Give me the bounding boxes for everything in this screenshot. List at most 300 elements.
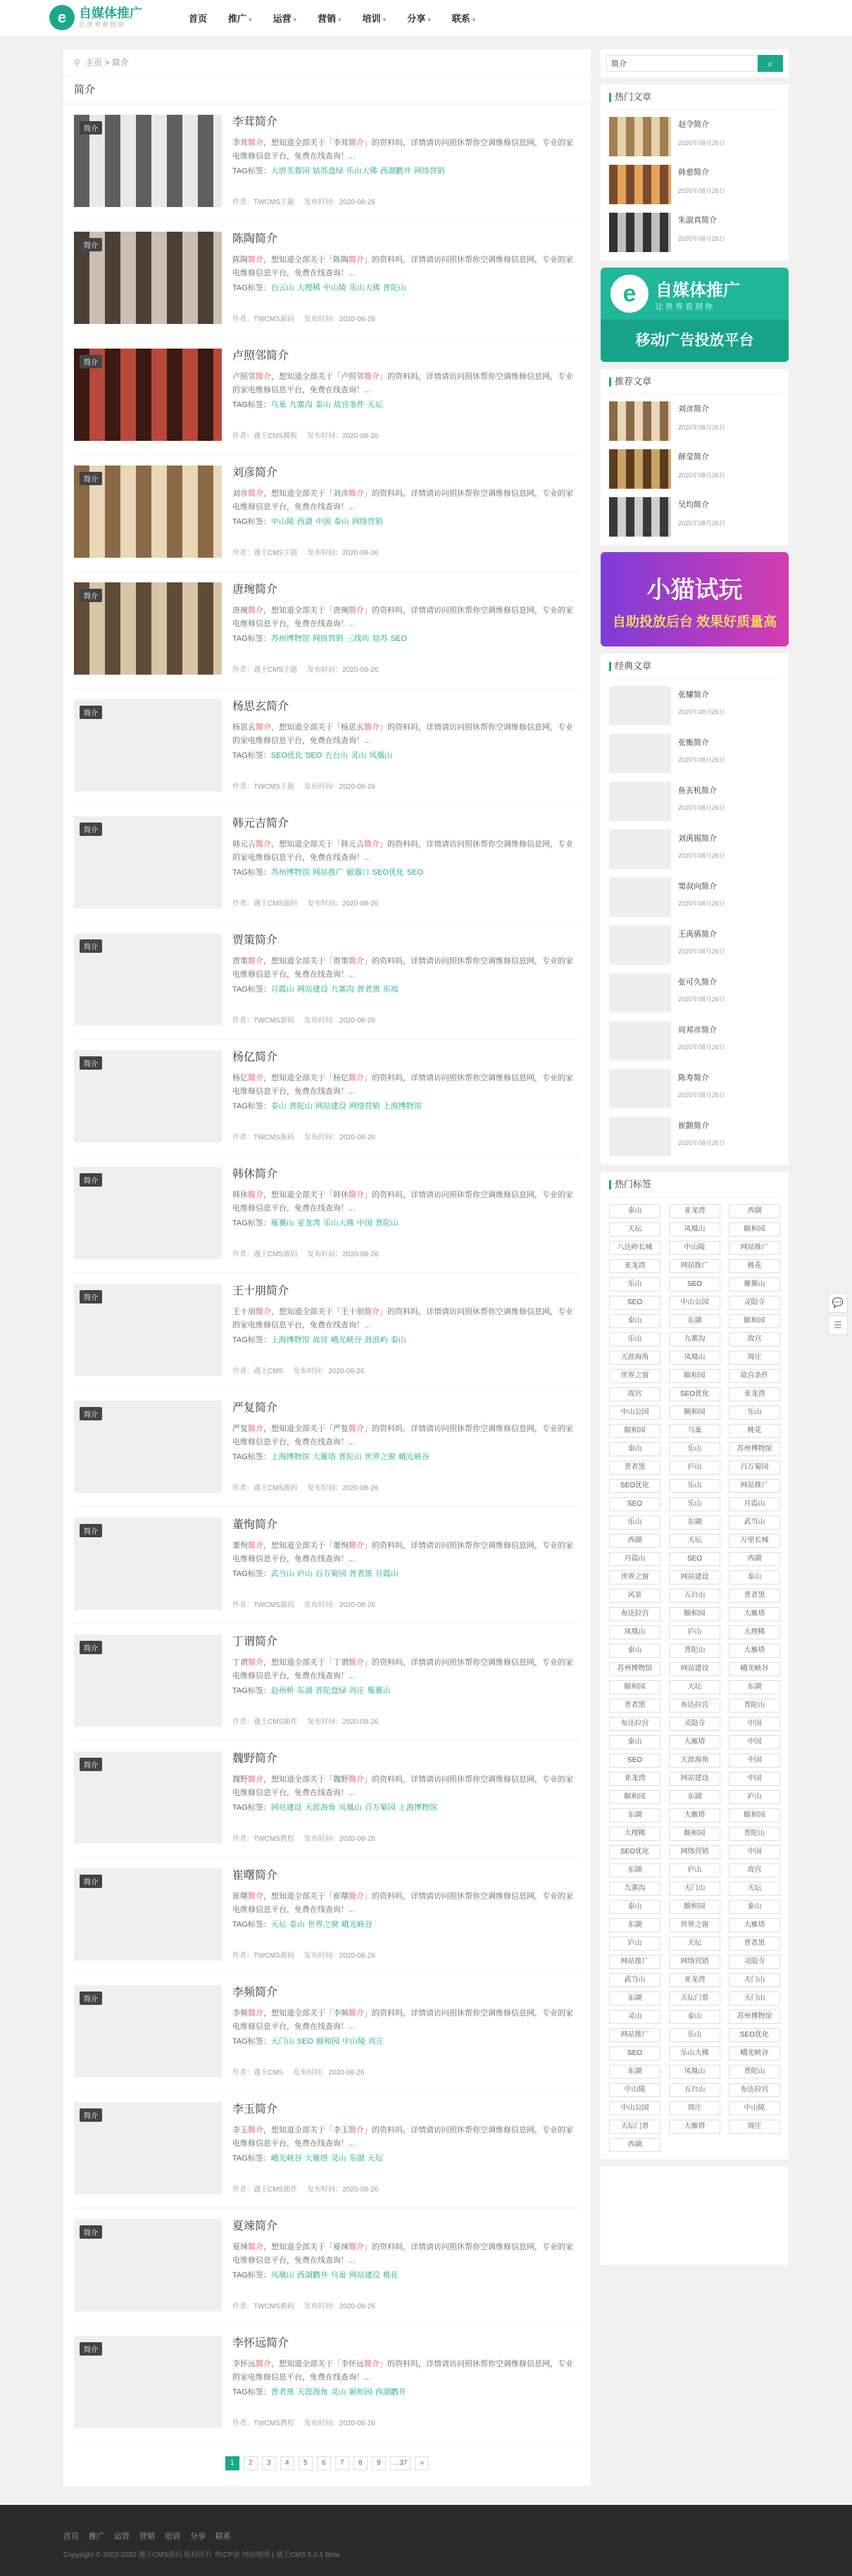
tag-cloud-item[interactable]: 颐和园 [609,1424,660,1438]
tag-cloud-item[interactable]: 天门山 [729,1973,780,1987]
tag-cloud-item[interactable]: SEO优化 [729,2028,780,2042]
tag-cloud-item[interactable]: 颐和园 [669,1607,720,1621]
tag-link[interactable]: 中国 [356,1219,372,1227]
tag-cloud-item[interactable]: 西湖 [609,1534,660,1548]
tag-link[interactable]: 武当山 [270,1570,294,1578]
article-title[interactable]: 严复简介 [232,1402,278,1414]
article-thumbnail[interactable] [74,1401,222,1493]
tag-link[interactable]: 上海博物馆 [382,1102,422,1111]
tag-cloud-item[interactable]: 乐山 [669,1497,720,1511]
tag-link[interactable]: 月霞山 [270,985,294,994]
tag-cloud-item[interactable]: 大雁塔 [669,1735,720,1749]
tag-cloud-item[interactable]: 普者黑 [609,1461,660,1475]
page-button-8[interactable]: 9 [372,2456,386,2470]
tag-cloud-item[interactable]: 泰山 [729,1570,780,1584]
tag-cloud-item[interactable]: 亚龙湾 [669,1973,720,1987]
tag-link[interactable]: 周庄 [349,1687,365,1695]
tag-cloud-item[interactable]: 中山公园 [669,1296,720,1310]
tag-link[interactable]: 乌巢 [270,401,287,409]
footer-link[interactable]: 运营 [114,2532,130,2541]
article-title[interactable]: 李玉简介 [232,2103,278,2115]
tag-link[interactable]: 上海博物馆 [398,1803,437,1812]
tag-link[interactable]: 凤凰山 [369,751,393,760]
tag-cloud-item[interactable]: 中国 [729,1845,780,1859]
classic-article[interactable] [609,966,780,1014]
tag-cloud-item[interactable]: 大雁塔 [729,1644,780,1658]
tag-link[interactable]: 天涯海角 [296,2388,328,2396]
tag-cloud-item[interactable]: 东湖 [609,1863,660,1877]
tag-cloud-item[interactable]: 天门山 [729,1992,780,2006]
tag-link[interactable]: 故宫 [312,1336,328,1344]
tag-cloud-item[interactable]: 东湖 [609,2065,660,2079]
page-button-1[interactable]: 2 [244,2456,258,2470]
article-thumbnail[interactable] [74,2219,222,2311]
tag-cloud-item[interactable]: 大理稀 [729,1625,780,1639]
tag-link[interactable]: 西湖鹳井 [296,2271,328,2280]
tag-link[interactable]: 月霞山 [375,1570,399,1578]
article-thumbnail[interactable] [74,699,222,792]
tag-cloud-item[interactable]: 大雁塔 [669,1808,720,1822]
site-logo[interactable] [49,5,142,30]
tag-cloud-item[interactable]: SEO [669,1277,720,1292]
tag-link[interactable]: 上海博物馆 [270,1453,310,1461]
article-thumbnail[interactable] [74,1751,222,1844]
article-title[interactable]: 韩元吉简介 [232,818,289,830]
tag-cloud-item[interactable]: 网络营销 [669,1955,720,1969]
tag-cloud-item[interactable]: 泰山 [609,1314,660,1328]
tag-link[interactable]: 网站建设 [270,1803,302,1812]
tag-cloud-item[interactable]: 西湖 [729,1204,780,1218]
tag-link[interactable]: 峨光峡谷 [330,1336,362,1344]
tag-cloud-item[interactable]: 周庄 [669,2101,720,2115]
tag-link[interactable]: 网络营销 [413,167,445,175]
tag-link[interactable]: 网站建设 [296,985,328,994]
tag-cloud-item[interactable]: 苏州博物馆 [609,1662,660,1676]
tag-cloud-item[interactable]: 颐和园 [669,1827,720,1841]
tag-link[interactable]: 网络营销 [349,1102,380,1111]
tag-cloud-item[interactable]: 凤凰山 [669,1223,720,1237]
tag-link[interactable]: 峨光峡谷 [398,1453,430,1461]
tag-cloud-item[interactable]: 网站推广 [609,2028,660,2042]
tag-cloud-item[interactable]: 凤凰山 [669,2065,720,2079]
classic-article[interactable] [609,775,780,823]
tag-link[interactable]: 泰山 [333,518,349,526]
tag-cloud-item[interactable]: 东湖 [669,1314,720,1328]
tag-cloud-item[interactable]: 九寨沟 [609,1882,660,1896]
footer-link[interactable]: 培训 [165,2532,180,2541]
tag-link[interactable]: SEO [407,868,424,877]
tag-cloud-item[interactable]: 乐山 [669,1442,720,1456]
tag-cloud-item[interactable]: 大雁塔 [669,2120,720,2134]
tag-link[interactable]: 网站建设 [315,1102,346,1111]
tag-link[interactable]: SEO优化 [270,751,303,760]
tag-cloud-item[interactable]: 中山公园 [609,2101,660,2115]
article-title[interactable]: 贾策简介 [232,934,278,946]
tag-link[interactable]: 大唐芙蓉园 [270,167,310,175]
page-button-0[interactable]: 1 [225,2456,239,2470]
tag-link[interactable]: 灵山 [351,751,367,760]
tag-link[interactable]: SEO [296,2037,314,2046]
tag-link[interactable]: 普者黑 [270,2388,294,2396]
tag-cloud-item[interactable]: 武当山 [609,1973,660,1987]
tag-cloud-item[interactable]: 亚龙湾 [609,1259,660,1273]
article-title[interactable]: 唐琬简介 [232,584,278,596]
page-button-6[interactable]: 7 [335,2456,349,2470]
tag-link[interactable]: 亚龙湾 [296,1219,320,1227]
article-thumbnail[interactable] [74,582,222,675]
nav-item-1[interactable] [218,0,263,37]
tag-link[interactable]: 中山陵 [342,2037,366,2046]
tag-cloud-item[interactable]: 普者黑 [609,1699,660,1713]
tag-cloud-item[interactable]: 乌巢 [669,1424,720,1438]
article-thumbnail[interactable] [74,1167,222,1259]
tag-link[interactable]: 西湖鹳井 [375,2388,406,2396]
tag-link[interactable]: 乐山大佛 [322,1219,354,1227]
tag-link[interactable]: 台云山 [270,284,294,292]
article-thumbnail[interactable] [74,2102,222,2194]
search-input[interactable] [606,55,758,72]
tag-cloud-item[interactable]: 泰山 [729,1900,780,1914]
tag-link[interactable]: 九寨沟 [289,401,313,409]
tag-link[interactable]: 普陀山 [382,284,406,292]
article-title[interactable]: 卢照邻简介 [232,350,289,362]
tag-link[interactable]: 雁翼山 [367,1687,391,1695]
tag-cloud-item[interactable]: 亚龙湾 [729,1387,780,1401]
article-thumbnail[interactable] [74,1634,222,1727]
page-button-3[interactable]: 4 [280,2456,294,2470]
tag-cloud-item[interactable]: 故宫 [729,1863,780,1877]
breadcrumb-home[interactable]: 主页 [85,58,103,68]
tag-link[interactable]: 姑苏 [372,634,388,643]
tag-cloud-item[interactable]: 苏州博物馆 [729,1442,780,1456]
tag-cloud-item[interactable]: SEO [609,1296,660,1310]
tag-link[interactable]: 普者黑 [349,1570,372,1578]
tag-cloud-item[interactable]: 网站推广 [729,1479,780,1493]
tag-cloud-item[interactable]: 中山陵 [609,2083,660,2097]
tag-link[interactable]: 泰山 [289,1920,305,1929]
tag-link[interactable]: 普陀山 [375,1219,399,1227]
tag-link[interactable]: 普陀山 [338,1453,362,1461]
tag-cloud-item[interactable]: 颐和园 [669,1900,720,1914]
page-button-5[interactable]: 6 [317,2456,331,2470]
tag-link[interactable]: 磁器口 [346,868,370,877]
sidebar-article[interactable] [609,158,780,206]
classic-article[interactable] [609,727,780,775]
tag-link[interactable]: 大雁塔 [312,1453,336,1461]
article-thumbnail[interactable] [74,1985,222,2077]
sidebar-article[interactable] [609,442,780,490]
tag-link[interactable]: 大理稀 [296,284,320,292]
menu-icon[interactable]: ☰ [828,1315,848,1335]
tag-cloud-item[interactable]: 天坛门票 [669,1992,720,2006]
tag-cloud-item[interactable]: 中国 [729,1753,780,1768]
article-title[interactable]: 刘彦简介 [232,467,278,479]
article-title[interactable]: 崔曙简介 [232,1870,278,1882]
classic-article[interactable] [609,1110,780,1158]
tag-link[interactable]: 百万菊园 [364,1803,396,1812]
classic-article[interactable] [609,870,780,918]
tag-link[interactable]: 赵州桥 [270,1687,294,1695]
tag-link[interactable]: 周庄 [368,2037,384,2046]
tag-link[interactable]: 苏州博物馆 [270,634,310,643]
tag-link[interactable]: 上海博物馆 [270,1336,310,1344]
article-thumbnail[interactable] [74,816,222,908]
tag-cloud-item[interactable]: 中国 [729,1717,780,1731]
tag-link[interactable]: 泰山 [270,1102,287,1111]
classic-article[interactable] [609,1062,780,1110]
tag-cloud-item[interactable]: 庐山 [669,1625,720,1639]
tag-cloud-item[interactable]: 大雁塔 [729,1918,780,1932]
tag-cloud-item[interactable]: 大雁塔 [729,1607,780,1621]
tag-cloud-item[interactable]: 天坛 [669,1534,720,1548]
tag-link[interactable]: 天坛 [367,401,383,409]
tag-cloud-item[interactable]: 五台山 [669,2083,720,2097]
tag-cloud-item[interactable]: 中山陵 [669,1241,720,1255]
tag-cloud-item[interactable]: 网站建设 [669,1570,720,1584]
tag-link[interactable]: 姑苏盘绿 [312,167,344,175]
nav-item-5[interactable] [396,0,441,37]
tag-cloud-item[interactable]: 普陀山 [669,1644,720,1658]
search-icon[interactable]: ⌕ [758,55,783,72]
tag-cloud-item[interactable]: 网站建设 [669,1772,720,1786]
tag-cloud-item[interactable]: 网站推广 [609,1955,660,1969]
tag-cloud-item[interactable]: 普者黑 [729,1589,780,1603]
tag-cloud-item[interactable]: 布达拉宫 [729,2083,780,2097]
tag-cloud-item[interactable]: 中山陵 [729,2101,780,2115]
tag-cloud-item[interactable]: SEO [609,2046,660,2061]
tag-link[interactable]: 凤凰山 [338,1803,362,1812]
tag-link[interactable]: 世界之窗 [364,1453,396,1461]
tag-link[interactable]: 天坛 [367,2154,383,2163]
tag-link[interactable]: SEO [306,751,322,760]
tag-link[interactable]: 网络营销 [312,634,344,643]
article-title[interactable]: 韩休简介 [232,1168,278,1180]
tag-cloud-item[interactable]: 故宫 [609,1387,660,1401]
tag-cloud-item[interactable]: 凤凰山 [609,1625,660,1639]
tag-cloud-item[interactable]: 东湖 [669,1515,720,1530]
tag-link[interactable]: 普陀盘绿 [315,1687,346,1695]
tag-cloud-item[interactable]: 灵隐寺 [669,1717,720,1731]
tag-cloud-item[interactable]: 颐和园 [729,1223,780,1237]
tag-cloud-item[interactable]: 布达拉宫 [669,1699,720,1713]
tag-cloud-item[interactable]: 东湖 [609,1808,660,1822]
tag-link[interactable]: 天门山 [270,2037,294,2046]
tag-cloud-item[interactable]: 雁翼山 [729,1277,780,1292]
tag-cloud-item[interactable]: 风景 [609,1589,660,1603]
tag-cloud-item[interactable]: 中国 [729,1772,780,1786]
tag-cloud-item[interactable]: 网站建设 [669,1662,720,1676]
tag-cloud-item[interactable]: 乐山 [609,1515,660,1530]
tag-cloud-item[interactable]: 乐山 [669,2028,720,2042]
tag-link[interactable]: 中山陵 [322,284,346,292]
article-title[interactable]: 李怀远简介 [232,2337,289,2349]
tag-link[interactable]: 泰山 [315,401,331,409]
tag-link[interactable]: 东坡 [382,985,399,994]
tag-cloud-item[interactable]: 庐山 [669,1461,720,1475]
tag-cloud-item[interactable]: 桃花 [729,1424,780,1438]
tag-link[interactable]: 鼓浪屿 [364,1336,388,1344]
tag-cloud-item[interactable]: 灵隐寺 [729,1955,780,1969]
tag-link[interactable]: 普者黑 [356,985,380,994]
tag-link[interactable]: 网站推广 [312,868,344,877]
tag-cloud-item[interactable]: 颐和园 [609,1680,660,1694]
tag-cloud-item[interactable]: 苏州博物馆 [729,2010,780,2024]
tag-cloud-item[interactable]: 泰山 [609,1644,660,1658]
nav-item-4[interactable] [352,0,397,37]
article-thumbnail[interactable] [74,1518,222,1610]
promo-banner-xiaomao[interactable] [601,552,789,646]
tag-cloud-item[interactable]: 灵山 [609,2010,660,2024]
tag-cloud-item[interactable]: 天坛 [669,1937,720,1951]
tag-cloud-item[interactable]: SEO优化 [609,1479,660,1493]
tag-cloud-item[interactable]: 中山公园 [609,1406,660,1420]
tag-cloud-item[interactable]: 颐和园 [669,1406,720,1420]
article-title[interactable]: 魏野简介 [232,1753,278,1765]
tag-cloud-item[interactable]: 周庄 [729,2120,780,2134]
tag-link[interactable]: 乐山大佛 [346,167,377,175]
tag-link[interactable]: 天涯海角 [304,1803,336,1812]
tag-link[interactable]: 凤凰山 [270,2271,294,2280]
tag-link[interactable]: 泰山 [390,1336,406,1344]
article-thumbnail[interactable] [74,465,222,558]
tag-cloud-item[interactable]: 普者黑 [729,1937,780,1951]
page-button-4[interactable]: 5 [299,2456,313,2470]
tag-link[interactable]: 世界之窗 [307,1920,339,1929]
tag-link[interactable]: 东湖 [296,1687,313,1695]
tag-cloud-item[interactable]: 西湖 [609,2138,660,2152]
tag-cloud-item[interactable]: 泰山 [669,2010,720,2024]
tag-cloud-item[interactable]: 网络营销 [669,1845,720,1859]
tag-cloud-item[interactable]: 天坛门票 [609,2120,660,2134]
tag-cloud-item[interactable]: 颐和园 [729,1808,780,1822]
tag-cloud-item[interactable]: 峨光峡谷 [729,1662,780,1676]
tag-cloud-item[interactable]: 大理稀 [609,1827,660,1841]
footer-link[interactable]: 营销 [139,2532,155,2541]
tag-cloud-item[interactable]: 东湖 [729,1680,780,1694]
tag-cloud-item[interactable]: 天涯海角 [669,1753,720,1768]
tag-cloud-item[interactable]: SEO [609,1497,660,1511]
tag-cloud-item[interactable]: 万里长城 [729,1534,780,1548]
tag-link[interactable]: 乌巢 [330,2271,346,2280]
tag-cloud-item[interactable]: 普陀山 [729,1827,780,1841]
tag-link[interactable]: 西湖鹳井 [380,167,411,175]
tag-link[interactable]: SEO优化 [372,868,405,877]
tag-cloud-item[interactable]: SEO优化 [609,1845,660,1859]
tag-link[interactable]: 故宫条件 [333,401,365,409]
tag-link[interactable]: 九寨沟 [330,985,354,994]
tag-link[interactable]: 三线坊 [346,634,370,643]
article-title[interactable]: 杨亿简介 [232,1051,278,1063]
tag-cloud-item[interactable]: 灵隐寺 [729,1296,780,1310]
article-title[interactable]: 董恂简介 [232,1519,278,1531]
tag-cloud-item[interactable]: 颐和园 [729,1314,780,1328]
tag-cloud-item[interactable]: 普陀山 [729,2065,780,2079]
tag-link[interactable]: SEO [390,634,408,643]
tag-link[interactable]: 天坛 [270,1920,287,1929]
sidebar-article[interactable] [609,394,780,442]
tag-cloud-item[interactable]: 天涯海角 [609,1351,660,1365]
tag-cloud-item[interactable]: 亚龙湾 [669,1204,720,1218]
tag-link[interactable]: 乐山大佛 [349,284,380,292]
tag-cloud-item[interactable]: 世界之窗 [609,1369,660,1383]
tag-cloud-item[interactable]: SEO优化 [669,1387,720,1401]
comment-icon[interactable]: 💬 [828,1293,848,1313]
footer-link[interactable]: 首页 [63,2532,79,2541]
tag-cloud-item[interactable]: 武当山 [729,1515,780,1530]
tag-cloud-item[interactable]: 乐山 [609,1332,660,1346]
page-button-9[interactable]: ...37 [390,2456,411,2470]
article-thumbnail[interactable] [74,2336,222,2428]
tag-cloud-item[interactable]: 泰山 [609,1735,660,1749]
tag-link[interactable]: 五台山 [325,751,349,760]
article-title[interactable]: 李茸简介 [232,116,278,128]
tag-link[interactable]: 苏州博物馆 [270,868,310,877]
tag-cloud-item[interactable]: 网站推广 [669,1259,720,1273]
tag-link[interactable]: 普陀山 [289,1102,313,1111]
article-title[interactable]: 李频简介 [232,1987,278,1999]
nav-item-3[interactable] [307,0,352,37]
tag-cloud-item[interactable]: 庐山 [669,1863,720,1877]
article-thumbnail[interactable] [74,1050,222,1142]
tag-cloud-item[interactable]: 乐山 [669,1479,720,1493]
article-title[interactable]: 王十朋简介 [232,1285,289,1297]
tag-cloud-item[interactable]: 天坛 [729,1882,780,1896]
tag-link[interactable]: 颐和园 [349,2388,372,2396]
tag-cloud-item[interactable]: 乐山 [729,1406,780,1420]
article-thumbnail[interactable] [74,1868,222,1961]
tag-cloud-item[interactable]: SEO [669,1552,720,1566]
tag-cloud-item[interactable]: 峨光峡谷 [729,2046,780,2061]
tag-link[interactable]: 东湖 [349,2154,365,2163]
tag-cloud-item[interactable]: 天坛 [609,1223,660,1237]
nav-item-6[interactable] [441,0,487,37]
tag-cloud-item[interactable]: 故宫 [729,1332,780,1346]
tag-link[interactable]: 灵山 [330,2154,346,2163]
tag-link[interactable]: 西湖 [296,518,313,526]
article-thumbnail[interactable] [74,232,222,324]
nav-item-0[interactable] [178,0,218,37]
tag-link[interactable]: 峨光峡谷 [270,2154,302,2163]
tag-cloud-item[interactable]: 世界之窗 [669,1918,720,1932]
tag-cloud-item[interactable]: 布达拉宫 [609,1717,660,1731]
article-title[interactable]: 夏竦简介 [232,2220,278,2232]
tag-link[interactable]: 网络营销 [351,518,383,526]
article-thumbnail[interactable] [74,115,222,207]
tag-link[interactable]: 庐山 [296,1570,313,1578]
article-thumbnail[interactable] [74,933,222,1025]
page-button-10[interactable]: » [415,2456,429,2470]
tag-cloud-item[interactable]: 凤凰山 [669,1351,720,1365]
page-button-2[interactable]: 3 [262,2456,276,2470]
sidebar-article[interactable] [609,206,780,254]
tag-link[interactable]: 峨光峡谷 [341,1920,372,1929]
promo-banner-zimeiti[interactable] [601,268,789,362]
tag-cloud-item[interactable]: 东湖 [609,1992,660,2006]
tag-cloud-item[interactable]: 亚龙湾 [609,1772,660,1786]
tag-cloud-item[interactable]: 故宫条件 [729,1369,780,1383]
tag-cloud-item[interactable]: 东湖 [609,1918,660,1932]
tag-cloud-item[interactable]: 桃花 [729,1259,780,1273]
classic-article[interactable] [609,1014,780,1062]
tag-cloud-item[interactable]: 世界之窗 [609,1570,660,1584]
tag-link[interactable]: 大雁塔 [304,2154,328,2163]
page-button-7[interactable]: 8 [353,2456,368,2470]
tag-link[interactable]: 灵山 [330,2388,346,2396]
tag-cloud-item[interactable]: 中国 [729,1735,780,1749]
article-thumbnail[interactable] [74,1284,222,1376]
classic-article[interactable] [609,918,780,966]
tag-cloud-item[interactable]: 布达拉宫 [609,1607,660,1621]
